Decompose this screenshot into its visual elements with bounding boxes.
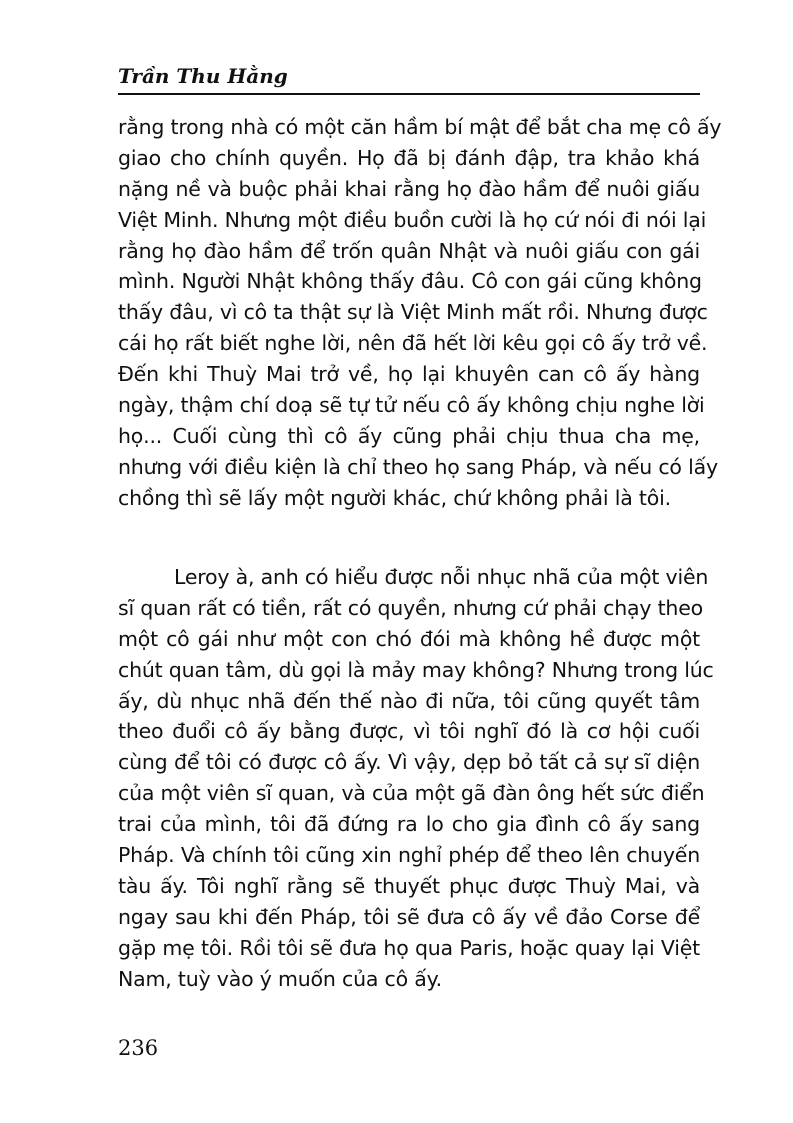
text-line: rằng họ đào hầm để trốn quân Nhật và nuôi giấu con gái [118, 238, 700, 263]
text-line: ấy, dù nhục nhã đến thế nào đi nữa, tôi cũng quyết tâm [118, 688, 700, 713]
author-name: Trần Thu Hằng [118, 64, 288, 88]
text-line: nhưng với điều kiện là chỉ theo họ sang Pháp, và nếu có lấy [118, 454, 718, 479]
text-line: họ... Cuối cùng thì cô ấy cũng phải chịu thua cha mẹ, [118, 423, 700, 448]
text-line: theo đuổi cô ấy bằng được, vì tôi nghĩ đó là cơ hội cuối [118, 719, 700, 744]
text-line: Việt Minh. Nhưng một điều buồn cười là họ cứ nói đi nói lại [118, 207, 707, 232]
paragraph-1 [118, 112, 722, 514]
text-line: tàu ấy. Tôi nghĩ rằng sẽ thuyết phục được Thuỳ Mai, và [118, 873, 700, 898]
text-line: Nam, tuỳ vào ý muốn của cô ấy. [118, 966, 442, 991]
text-line: nặng nề và buộc phải khai rằng họ đào hầm để nuôi giấu [118, 176, 700, 201]
text-line: trai của mình, tôi đã đứng ra lo cho gia đình cô ấy sang [118, 812, 700, 837]
text-line: mình. Người Nhật không thấy đâu. Cô con gái cũng không [118, 269, 702, 294]
text-line: giao cho chính quyền. Họ đã bị đánh đập, tra khảo khá [118, 145, 700, 170]
text-line: ngay sau khi đến Pháp, tôi sẽ đưa cô ấy về đảo Corse để [118, 904, 700, 929]
text-line: Đến khi Thuỳ Mai trở về, họ lại khuyên can cô ấy hàng [118, 362, 700, 387]
text-line: gặp mẹ tôi. Rồi tôi sẽ đưa họ qua Paris, hoặc quay lại Việt [118, 935, 700, 960]
text-line: Pháp. Và chính tôi cũng xin nghỉ phép để theo lên chuyến [118, 843, 700, 868]
text-line: cùng để tôi có được cô ấy. Vì vậy, dẹp bỏ tất cả sự sĩ diện [118, 750, 700, 775]
text-line: Leroy à, anh có hiểu được nỗi nhục nhã của một viên [174, 565, 709, 589]
text-line: chút quan tâm, dù gọi là mảy may không? Nhưng trong lúc [118, 657, 714, 682]
text-line: cái họ rất biết nghe lời, nên đã hết lời kêu gọi cô ấy trở về. [118, 331, 708, 356]
text-line: thấy đâu, vì cô ta thật sự là Việt Minh mất rồi. Nhưng được [118, 300, 708, 325]
text-line: ngày, thậm chí doạ sẽ tự tử nếu cô ấy không chịu nghe lời [118, 393, 705, 418]
paragraph-2 [118, 562, 714, 994]
text-line: sĩ quan rất có tiền, rất có quyền, nhưng cứ phải chạy theo [118, 595, 703, 620]
page-number: 236 [118, 1036, 159, 1060]
text-line: một cô gái như một con chó đói mà không hề được một [118, 626, 700, 651]
text-line: của một viên sĩ quan, và của một gã đàn ông hết sức điển [118, 781, 705, 806]
text-line: chồng thì sẽ lấy một người khác, chứ không phải là tôi. [118, 485, 671, 510]
running-header [118, 60, 700, 95]
text-line: rằng trong nhà có một căn hầm bí mật để bắt cha mẹ cô ấy [118, 115, 722, 139]
